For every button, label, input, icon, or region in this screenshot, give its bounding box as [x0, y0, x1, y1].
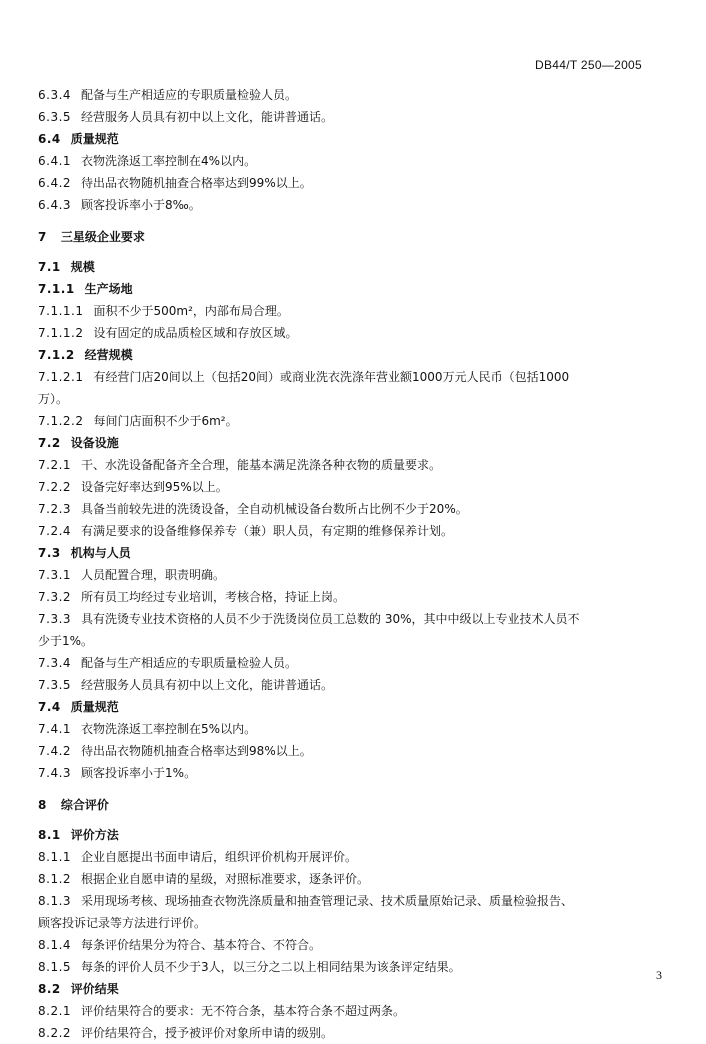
clause-number: 6.4.3 — [38, 198, 72, 212]
clause-content: 具备当前较先进的洗烫设备，全自动机械设备台数所占比例不少于20%。 — [81, 502, 468, 516]
clause-number: 7.4.2 — [38, 744, 72, 758]
clause-number: 8.1.3 — [38, 894, 72, 908]
clause-number: 7.2 — [38, 436, 61, 450]
clause-text — [38, 150, 658, 172]
clause-text — [38, 652, 658, 674]
clause-content: 衣物洗涤返工率控制在4%以内。 — [81, 154, 257, 168]
clause-content: 企业自愿提出书面申请后，组织评价机构开展评价。 — [81, 850, 358, 864]
clause-number: 7.3.4 — [38, 656, 72, 670]
clause-number: 7.1.1 — [38, 282, 75, 296]
document-body — [38, 84, 658, 1044]
clause-number: 7.4.3 — [38, 766, 72, 780]
clause-number: 7.1.2.1 — [38, 370, 84, 384]
clause-number: 6.4 — [38, 132, 61, 146]
clause-number: 7.1 — [38, 260, 61, 274]
clause-text — [38, 564, 658, 586]
clause-number: 6.4.2 — [38, 176, 72, 190]
page-number: 3 — [656, 968, 662, 982]
subsection-heading — [38, 256, 658, 278]
clause-text — [38, 718, 658, 740]
clause-number: 8.1.4 — [38, 938, 72, 952]
subsection-heading — [38, 128, 658, 150]
clause-number: 8.1.5 — [38, 960, 72, 974]
clause-content: 评价结果 — [70, 982, 119, 996]
clause-text — [38, 84, 658, 106]
clause-number: 7.1.1.1 — [38, 304, 84, 318]
clause-content: 设备设施 — [70, 436, 119, 450]
subsection-heading — [38, 344, 658, 366]
clause-number: 7.4.1 — [38, 722, 72, 736]
clause-content: 顾客投诉率小于8‰。 — [81, 198, 201, 212]
clause-text — [38, 1022, 658, 1044]
clause-text — [38, 586, 658, 608]
clause-text — [38, 366, 658, 388]
clause-text — [38, 934, 658, 956]
clause-number: 8.2.1 — [38, 1004, 72, 1018]
clause-text — [38, 630, 658, 652]
clause-number: 7 — [38, 230, 47, 244]
clause-number: 8 — [38, 798, 47, 812]
clause-text — [38, 520, 658, 542]
clause-content: 经营规模 — [84, 348, 133, 362]
subsection-heading — [38, 696, 658, 718]
subsection-heading — [38, 978, 658, 1000]
clause-content: 三星级企业要求 — [60, 230, 145, 244]
clause-content: 顾客投诉率小于1%。 — [81, 766, 197, 780]
clause-content: 质量规范 — [70, 132, 119, 146]
clause-content: 质量规范 — [70, 700, 119, 714]
clause-content: 配备与生产相适应的专职质量检验人员。 — [81, 656, 298, 670]
clause-text — [38, 846, 658, 868]
clause-number: 6.3.5 — [38, 110, 72, 124]
clause-text — [38, 1000, 658, 1022]
subsection-heading — [38, 542, 658, 564]
clause-content: 采用现场考核、现场抽查衣物洗涤质量和抽查管理记录、技术质量原始记录、质量检验报告、 — [81, 894, 574, 908]
clause-text — [38, 388, 658, 410]
clause-content: 待出品衣物随机抽查合格率达到98%以上。 — [81, 744, 312, 758]
clause-content: 所有员工均经过专业培训，考核合格，持证上岗。 — [81, 590, 346, 604]
clause-number: 8.1.2 — [38, 872, 72, 886]
clause-content: 有经营门店20间以上（包括20间）或商业洗衣洗涤年营业额1000万元人民币（包括1000 — [93, 370, 570, 384]
subsection-heading — [38, 278, 658, 300]
clause-text — [38, 740, 658, 762]
clause-content: 面积不少于500m²，内部布局合理。 — [93, 304, 289, 318]
clause-content: 每间门店面积不少于6m²。 — [93, 414, 238, 428]
clause-number: 7.2.4 — [38, 524, 72, 538]
clause-number: 7.2.2 — [38, 480, 72, 494]
clause-text — [38, 300, 658, 322]
subsection-heading — [38, 824, 658, 846]
clause-text — [38, 912, 658, 934]
clause-content: 每条评价结果分为符合、基本符合、不符合。 — [81, 938, 322, 952]
clause-content: 生产场地 — [84, 282, 133, 296]
clause-content: 评价结果符合，授予被评价对象所申请的级别。 — [81, 1026, 334, 1040]
clause-content: 经营服务人员具有初中以上文化，能讲普通话。 — [81, 678, 334, 692]
clause-content: 少于1%。 — [38, 634, 94, 648]
clause-number: 8.1.1 — [38, 850, 72, 864]
clause-number: 7.4 — [38, 700, 61, 714]
clause-number: 7.1.2.2 — [38, 414, 84, 428]
clause-content: 有满足要求的设备维修保养专（兼）职人员，有定期的维修保养计划。 — [81, 524, 454, 538]
clause-text — [38, 608, 658, 630]
clause-content: 干、水洗设备配备齐全合理，能基本满足洗涤各种衣物的质量要求。 — [81, 458, 442, 472]
clause-text — [38, 476, 658, 498]
clause-number: 7.3.2 — [38, 590, 72, 604]
clause-text — [38, 454, 658, 476]
clause-content: 根据企业自愿申请的星级，对照标准要求，逐条评价。 — [81, 872, 370, 886]
clause-number: 8.1 — [38, 828, 61, 842]
clause-text — [38, 956, 658, 978]
clause-number: 6.3.4 — [38, 88, 72, 102]
standard-code: DB44/T 250—2005 — [534, 58, 642, 72]
section-heading — [38, 794, 658, 816]
clause-text — [38, 322, 658, 344]
clause-number: 7.2.1 — [38, 458, 72, 472]
clause-content: 人员配置合理，职责明确。 — [81, 568, 226, 582]
clause-text — [38, 674, 658, 696]
clause-number: 7.1.1.2 — [38, 326, 84, 340]
clause-number: 8.2 — [38, 982, 61, 996]
clause-content: 经营服务人员具有初中以上文化，能讲普通话。 — [81, 110, 334, 124]
clause-text — [38, 106, 658, 128]
clause-text — [38, 410, 658, 432]
clause-content: 设有固定的成品质检区域和存放区域。 — [93, 326, 298, 340]
clause-number: 6.4.1 — [38, 154, 72, 168]
clause-text — [38, 172, 658, 194]
clause-number: 7.3.3 — [38, 612, 72, 626]
clause-number: 7.3.5 — [38, 678, 72, 692]
clause-number: 7.3 — [38, 546, 61, 560]
clause-content: 机构与人员 — [70, 546, 131, 560]
clause-number: 8.2.2 — [38, 1026, 72, 1040]
clause-number: 7.2.3 — [38, 502, 72, 516]
clause-content: 评价方法 — [70, 828, 119, 842]
section-heading — [38, 226, 658, 248]
clause-number: 7.3.1 — [38, 568, 72, 582]
clause-text — [38, 868, 658, 890]
clause-content: 具有洗烫专业技术资格的人员不少于洗烫岗位员工总数的 30%，其中中级以上专业技术人员不 — [81, 612, 580, 626]
clause-content: 配备与生产相适应的专职质量检验人员。 — [81, 88, 298, 102]
clause-content: 评价结果符合的要求：无不符合条，基本符合条不超过两条。 — [81, 1004, 406, 1018]
clause-content: 设备完好率达到95%以上。 — [81, 480, 228, 494]
clause-text — [38, 762, 658, 784]
clause-content: 规模 — [70, 260, 95, 274]
clause-content: 待出品衣物随机抽查合格率达到99%以上。 — [81, 176, 312, 190]
clause-text — [38, 890, 658, 912]
clause-number: 7.1.2 — [38, 348, 75, 362]
clause-content: 综合评价 — [60, 798, 109, 812]
clause-content: 每条的评价人员不少于3人，以三分之二以上相同结果为该条评定结果。 — [81, 960, 461, 974]
clause-content: 顾客投诉记录等方法进行评价。 — [38, 916, 207, 930]
clause-content: 衣物洗涤返工率控制在5%以内。 — [81, 722, 257, 736]
clause-content: 万）。 — [38, 392, 69, 406]
subsection-heading — [38, 432, 658, 454]
clause-text — [38, 194, 658, 216]
clause-text — [38, 498, 658, 520]
